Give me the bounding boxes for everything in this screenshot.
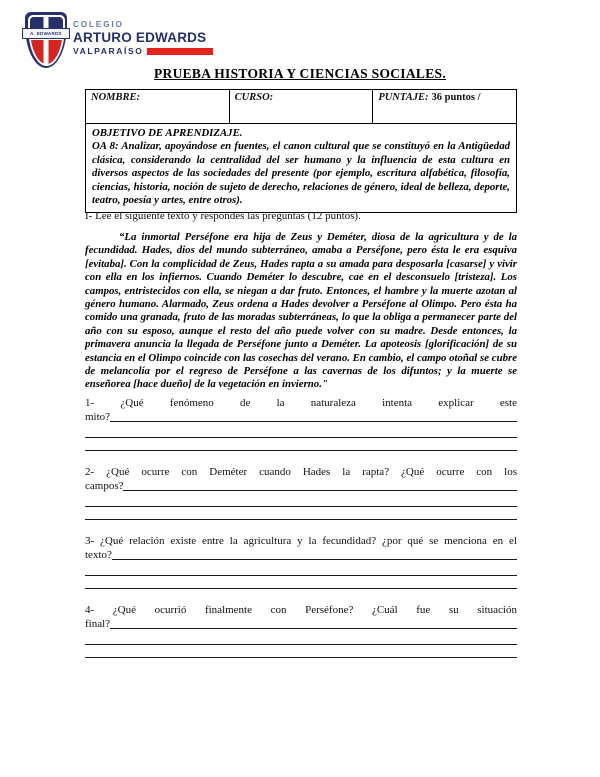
answer-underline xyxy=(110,411,517,423)
answer-rule xyxy=(85,424,517,438)
answer-line-prefix: texto? xyxy=(85,548,112,561)
answer-rule xyxy=(85,631,517,645)
nombre-cell xyxy=(86,90,230,124)
question-text: 4- ¿Qué ocurrió finalmente con Perséfone? ¿Cuál fue su situación xyxy=(85,604,517,616)
objective-heading: OBJETIVO DE APRENDIZAJE. xyxy=(92,127,243,139)
page-title: PRUEBA HISTORIA Y CIENCIAS SOCIALES. xyxy=(153,66,446,81)
question-text: 1- ¿Qué fenómeno de la naturaleza intenta explicar este xyxy=(85,397,517,409)
answer-line-prefix: mito? xyxy=(85,410,111,423)
logo-school-name: ARTURO EDWARDS xyxy=(73,30,207,45)
objective-box xyxy=(85,123,517,213)
answer-line xyxy=(85,411,517,425)
answer-underline xyxy=(110,618,517,630)
answer-underline xyxy=(123,480,517,492)
reading-passage: “La inmortal Perséfone era hija de Zeus y Deméter, diosa de la agricultura y de la fecundidad. Hades, dios del mundo subterráneo, amaba a Perséfone, pero ésta le era esquiva [evitaba]. Con la complicidad de Zeus, Hades rapta a su amada para desposarla [casarse] y vivir con ella en los infiernos. Cuando Deméter lo descubre, cae en el desconsuelo [tristeza]. Los campos, entristecidos con ella, se niegan a dar fruto. Entonces, el hambre y la muerte azotan al género humano. Alarmado, Zeus ordena a Hades devolver a Perséfone al Olimpo. Pero ésta ha comido una granada, fruto de las moradas subterráneas, lo que la obliga a permanecer parte del año con su esposo, aunque el resto del año puede volver con su madre. Desde entonces, la primavera anuncia la llegada de Perséfone junto a Deméter. La apoteosis [glorificación] de su estancia en el Olimpo coincide con las cosechas del verano. En cambio, el campo otoñal se cubre de melancolía por el regreso de Perséfone a las cavernas de los difuntos; y la muerte se enseñorea [hace dueño] de la vegetación en invierno." xyxy=(85,231,517,391)
question-2 xyxy=(85,466,517,520)
curso-cell xyxy=(229,90,373,124)
school-crest-icon xyxy=(25,12,67,68)
logo-red-bar xyxy=(147,48,213,55)
answer-rule xyxy=(85,507,517,520)
section1-instruction: I- Lee el siguiente texto y respondes las preguntas (12 puntos). xyxy=(85,210,361,222)
question-text: 3- ¿Qué relación existe entre la agricultura y la fecundidad? ¿por qué se menciona en el xyxy=(85,535,517,547)
answer-rule xyxy=(85,493,517,507)
answer-rule xyxy=(85,562,517,576)
student-info-table xyxy=(85,89,517,124)
puntaje-value: 36 puntos / xyxy=(431,92,481,103)
question-text: 2- ¿Qué ocurre con Deméter cuando Hades la rapta? ¿Qué ocurre con los xyxy=(85,466,517,478)
answer-line xyxy=(85,618,517,632)
question-3 xyxy=(85,535,517,589)
question-4 xyxy=(85,604,517,658)
logo-city-text: VALPARAÍSO xyxy=(73,46,144,56)
answer-line-prefix: campos? xyxy=(85,479,124,492)
answer-underline xyxy=(112,549,517,561)
puntaje-cell xyxy=(373,90,517,124)
objective-body: OA 8: Analizar, apoyándose en fuentes, el canon cultural que se constituyó en la Antigüedad clásica, considerando la centralidad del ser humano y la influencia de esta cultura en diversos aspectos de las sociedades del presente (por ejemplo, escritura alfabética, filosofía, ciencias, historia, noción de sujeto de derecho, relaciones de género, ideal de belleza, deporte, teatro, poesía y artes, entre otros). xyxy=(92,140,510,207)
answer-line-prefix: final? xyxy=(85,617,111,630)
answer-rule xyxy=(85,645,517,658)
table-row xyxy=(86,90,517,124)
nombre-label: NOMBRE: xyxy=(91,92,141,103)
question-list xyxy=(85,397,517,673)
answer-line xyxy=(85,549,517,563)
answer-rule xyxy=(85,576,517,589)
curso-label: CURSO: xyxy=(234,92,274,103)
answer-line xyxy=(85,480,517,494)
logo-colegio-text: COLEGIO xyxy=(73,20,124,29)
crest-ribbon-text: A. EDWARDS xyxy=(22,28,70,39)
answer-rule xyxy=(85,438,517,451)
puntaje-label: PUNTAJE: xyxy=(378,92,429,103)
question-1 xyxy=(85,397,517,451)
school-logo xyxy=(25,12,213,68)
